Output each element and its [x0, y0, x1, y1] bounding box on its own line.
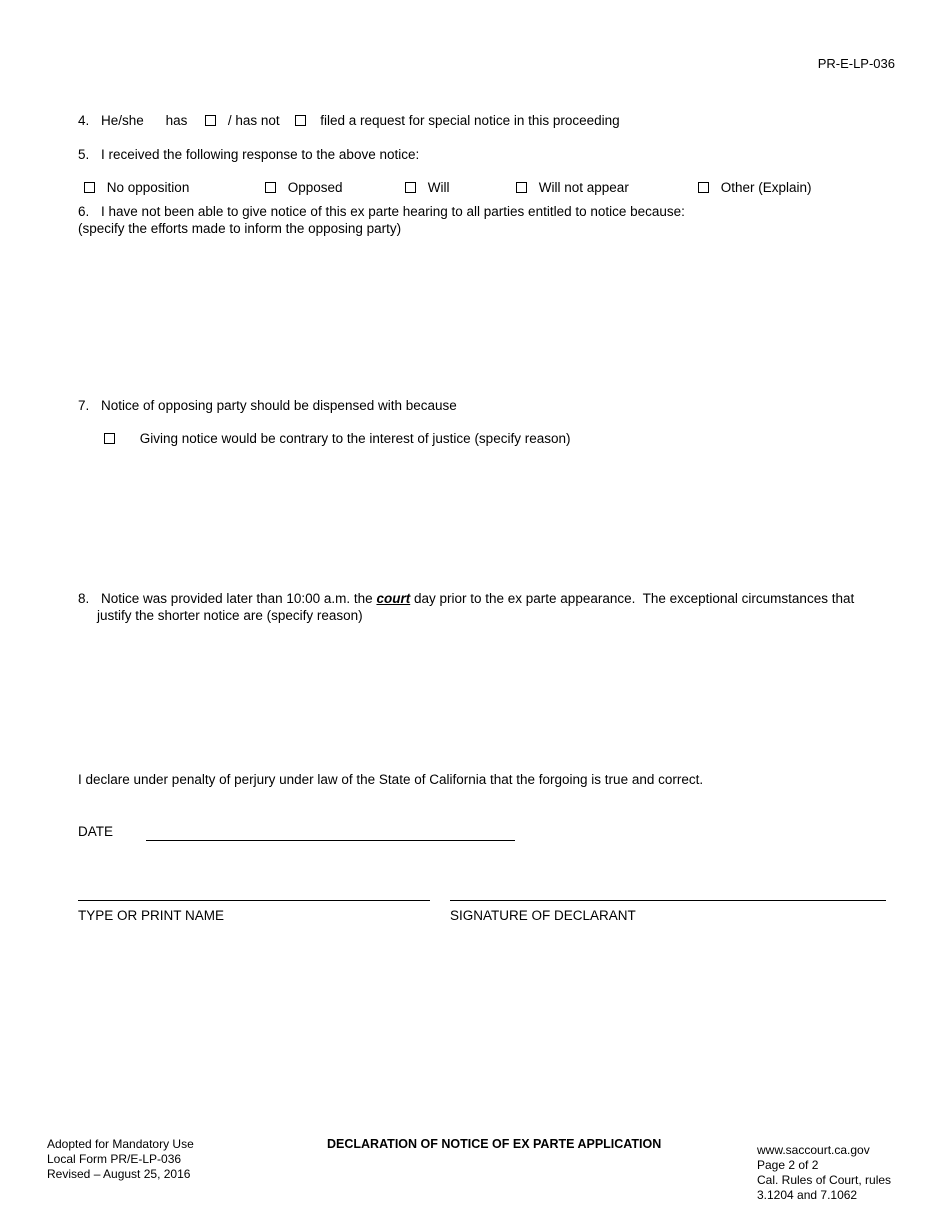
item-6	[78, 204, 685, 237]
item-5-text: I received the following response to the above notice:	[101, 147, 420, 162]
perjury-declaration: I declare under penalty of perjury under law of the State of California that the forgoing is true and correct.	[78, 772, 704, 787]
footer-left	[47, 1137, 194, 1182]
item-8-text-after: day prior to the ex parte appearance. The exceptional circumstances that	[413, 591, 855, 606]
item-4-has-label: has	[165, 113, 188, 128]
footer-left-line1: Adopted for Mandatory Use	[47, 1137, 194, 1151]
item-4	[78, 113, 620, 128]
item-4-number: 4.	[78, 113, 90, 128]
footer-form-title: DECLARATION OF NOTICE OF EX PARTE APPLICATION	[327, 1137, 662, 1151]
item-7-text: Notice of opposing party should be dispensed with because	[101, 398, 457, 413]
option-opposed	[265, 180, 343, 195]
option-will-not-appear	[516, 180, 629, 195]
will-not-appear-checkbox[interactable]	[516, 182, 527, 193]
item-4-has-not-label: / has not	[227, 113, 280, 128]
item-7-option	[104, 431, 570, 446]
other-explain-label: Other (Explain)	[720, 180, 812, 195]
type-or-print-name-label: TYPE OR PRINT NAME	[78, 908, 225, 923]
will-label: Will	[427, 180, 450, 195]
item-4-tail: filed a request for special notice in this proceeding	[320, 113, 620, 128]
item-8-text-before: Notice was provided later than 10:00 a.m. the	[101, 591, 373, 606]
item-6-line1	[78, 204, 685, 221]
item-8-line2: justify the shorter notice are (specify reason)	[97, 608, 363, 623]
footer-left-line2: Local Form PR/E-LP-036	[47, 1152, 182, 1166]
item-6-instruction: (specify the efforts made to inform the opposing party)	[78, 220, 402, 236]
opposed-label: Opposed	[287, 180, 343, 195]
item-4-subject: He/she	[101, 113, 144, 128]
footer-left-line3: Revised – August 25, 2016	[47, 1167, 191, 1181]
contrary-to-justice-checkbox[interactable]	[104, 433, 115, 444]
item-6-number: 6.	[78, 204, 90, 219]
item-5	[78, 147, 419, 162]
date-input-line[interactable]	[146, 824, 515, 841]
option-other-explain	[698, 180, 812, 195]
option-will	[405, 180, 450, 195]
signature-input-line[interactable]	[450, 884, 886, 901]
item-7	[78, 398, 457, 413]
footer-right-line3: Cal. Rules of Court, rules	[757, 1173, 892, 1187]
footer-right-line4: 3.1204 and 7.1062	[757, 1188, 858, 1202]
date-label: DATE	[78, 824, 114, 839]
footer-right-line1: www.saccourt.ca.gov	[757, 1143, 870, 1157]
other-explain-checkbox[interactable]	[698, 182, 709, 193]
no-opposition-checkbox[interactable]	[84, 182, 95, 193]
item-8-number: 8.	[78, 591, 90, 606]
has-checkbox[interactable]	[205, 115, 216, 126]
signature-of-declarant-label: SIGNATURE OF DECLARANT	[450, 908, 636, 923]
has-not-checkbox[interactable]	[295, 115, 306, 126]
name-input-line[interactable]	[78, 884, 430, 901]
will-checkbox[interactable]	[405, 182, 416, 193]
contrary-to-justice-label: Giving notice would be contrary to the interest of justice (specify reason)	[139, 431, 571, 446]
opposed-checkbox[interactable]	[265, 182, 276, 193]
item-8-court-emphasis: court	[376, 591, 411, 606]
no-opposition-label: No opposition	[106, 180, 190, 195]
option-no-opposition	[84, 180, 189, 195]
form-number: PR-E-LP-036	[817, 56, 895, 71]
item-7-number: 7.	[78, 398, 90, 413]
footer-right	[757, 1143, 891, 1203]
item-8	[78, 591, 854, 606]
item-6-text: I have not been able to give notice of this ex parte hearing to all parties entitled to notice because:	[101, 204, 685, 219]
item-5-number: 5.	[78, 147, 90, 162]
will-not-appear-label: Will not appear	[538, 180, 629, 195]
footer-right-line2: Page 2 of 2	[757, 1158, 819, 1172]
